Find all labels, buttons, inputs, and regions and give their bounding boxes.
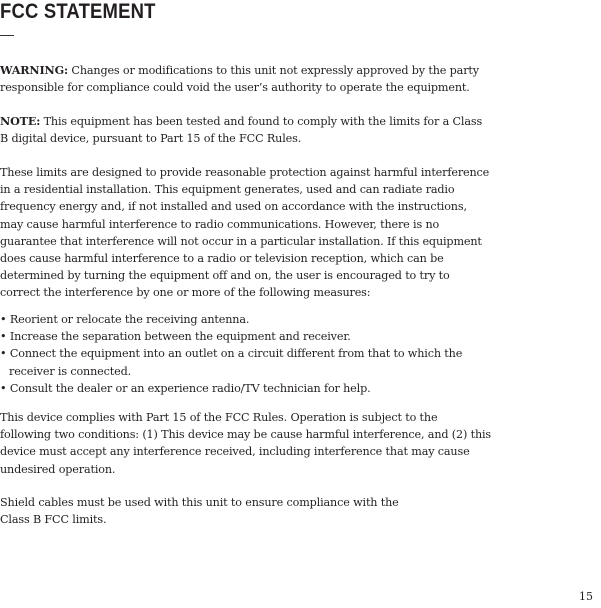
limits-line: determined by turning the equipment off and on, the user is encouraged to try to [0, 269, 450, 283]
limits-line: frequency energy and, if not installed and used on accordance with the instructions, [0, 200, 467, 214]
compliance-line: following two conditions: (1) This device may be cause harmful interference, and (2) this [0, 428, 492, 442]
limits-line: in a residential installation. This equipment generates, used and can radiate radio [0, 183, 455, 197]
limits-line: does cause harmful interference to a radio or television reception, which can be [0, 252, 444, 266]
list-item-continuation: receiver is connected. [9, 364, 131, 378]
limits-line: These limits are designed to provide reasonable protection against harmful interference [0, 166, 490, 179]
warning-line: responsible for compliance could void the user’s authority to operate the equipment. [0, 81, 470, 95]
limits-line: correct the interference by one or more of the following measures: [0, 286, 371, 300]
measures-list [0, 311, 462, 397]
note-line: B digital device, pursuant to Part 15 of the FCC Rules. [0, 132, 302, 146]
note-paragraph [0, 113, 482, 147]
list-item: • Connect the equipment into an outlet on a circuit different from that to which the [0, 347, 463, 361]
note-label: NOTE: [0, 114, 41, 128]
limits-line: guarantee that interference will not occur in a particular installation. If this equipment [0, 234, 482, 248]
warning-line: Changes or modifications to this unit not expressly approved by the party [68, 64, 479, 77]
compliance-line: undesired operation. [0, 462, 116, 476]
list-item: • Consult the dealer or an experience radio/TV technician for help. [0, 381, 371, 395]
limits-line: may cause harmful interference to radio communications. However, there is no [0, 217, 440, 231]
warning-label: WARNING: [0, 63, 68, 77]
limits-paragraph [0, 164, 489, 302]
list-item: • Reorient or relocate the receiving antenna. [0, 313, 250, 326]
list-item: • Increase the separation between the equipment and receiver. [0, 330, 351, 344]
page-number: 15 [579, 590, 593, 603]
compliance-line: This device complies with Part 15 of the FCC Rules. Operation is subject to the [0, 411, 438, 424]
page-title: FCC STATEMENT [0, 0, 156, 23]
shield-paragraph [0, 494, 399, 528]
compliance-paragraph [0, 409, 491, 478]
note-line: This equipment has been tested and found to comply with the limits for a Class [40, 115, 483, 128]
shield-line: Shield cables must be used with this unit to ensure compliance with the [0, 496, 399, 509]
compliance-line: device must accept any interference received, including interference that may cause [0, 445, 470, 459]
shield-line: Class B FCC limits. [0, 513, 107, 527]
warning-paragraph [0, 62, 479, 96]
title-divider: — [0, 26, 14, 42]
